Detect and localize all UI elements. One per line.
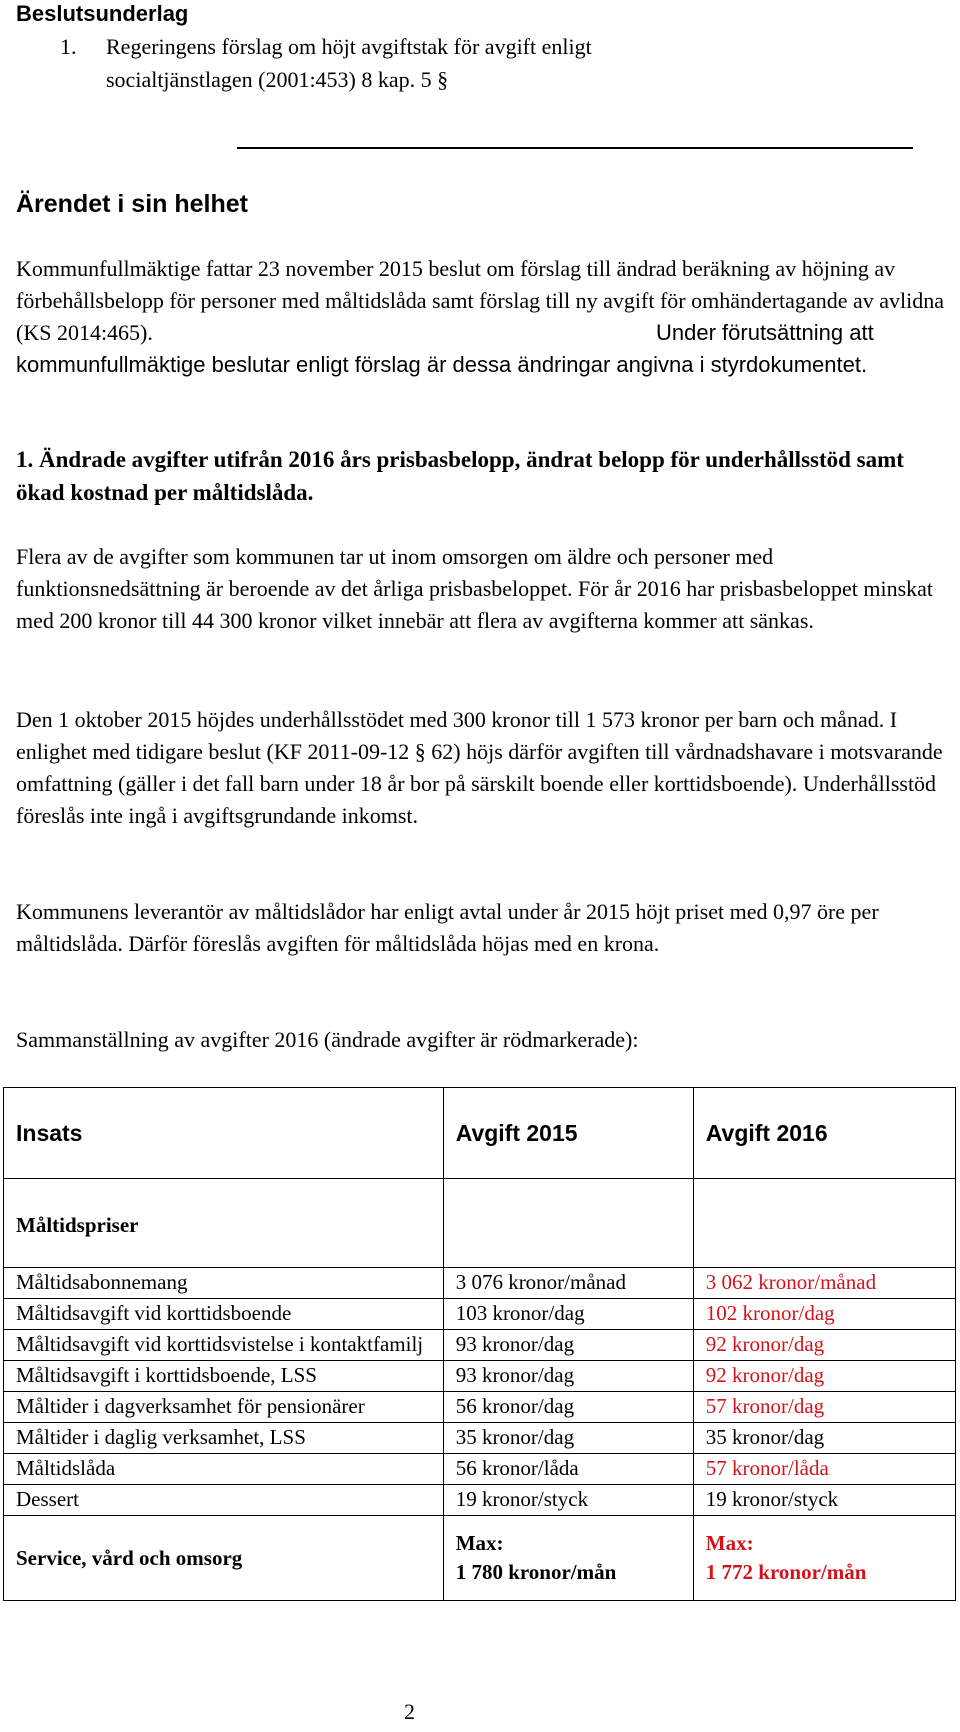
max-label: Max: <box>705 1531 754 1555</box>
table-row <box>4 1454 956 1485</box>
document-title: Beslutsunderlag <box>16 1 189 26</box>
cell-avgift-2015: 103 kronor/dag <box>443 1299 693 1330</box>
column-header-insats: Insats <box>4 1088 444 1179</box>
cell-avgift-2016: 57 kronor/låda <box>693 1454 955 1485</box>
intro-text-a: Kommunfullmäktige fattar 23 november 2015 beslut om förslag till ändrad beräkning av höjning av förbehållsbelopp för personer med måltidslåda samt förslag till ny avgift för omhändertagande av avlidna (KS 2014:465). <box>16 256 944 345</box>
table-row <box>4 1330 956 1361</box>
cell-avgift-2015: 19 kronor/styck <box>443 1485 693 1516</box>
fees-table <box>3 1087 956 1601</box>
table-row <box>4 1299 956 1330</box>
list-item-line-2: socialtjänstlagen (2001:453) 8 kap. 5 § <box>106 67 449 92</box>
paragraph-table-intro: Sammanställning av avgifter 2016 (ändrade avgifter är rödmarkerade): <box>16 1027 639 1052</box>
page-number: 2 <box>404 1699 415 1724</box>
section-heading: Ärendet i sin helhet <box>16 190 248 218</box>
table-row <box>4 1423 956 1454</box>
section-label-maltidspriser: Måltidspriser <box>4 1179 444 1268</box>
cell-avgift-2015 <box>443 1516 693 1601</box>
cell-insats: Måltidslåda <box>4 1454 444 1485</box>
table-row <box>4 1361 956 1392</box>
list-item-line-1: Regeringens förslag om höjt avgiftstak för avgift enligt <box>106 34 592 59</box>
intro-paragraph-continued <box>16 317 946 381</box>
max-label: Max: <box>455 1531 504 1555</box>
table-row <box>4 1485 956 1516</box>
paragraph-prisbasbelopp: Flera av de avgifter som kommunen tar ut inom omsorgen om äldre och personer med funktionsnedsättning är beroende av det årliga prisbasbeloppet. För år 2016 har prisbasbeloppet minskat med 200 kronor till 44 300 kronor vilket innebär att flera av avgifterna kommer att sänkas. <box>16 544 934 633</box>
paragraph-maltidslada: Kommunens leverantör av måltidslådor har enligt avtal under år 2015 höjt priset med 0,97 öre per måltidslåda. Därför föreslås avgiften för måltidslåda höjas med en krona. <box>16 899 879 956</box>
table-row <box>4 1268 956 1299</box>
cell-insats: Måltidsavgift vid korttidsvistelse i kontaktfamilj <box>4 1330 444 1361</box>
column-header-avgift-2016: Avgift 2016 <box>693 1088 955 1179</box>
table-row-service <box>4 1516 956 1601</box>
max-value: 1 780 kronor/mån <box>455 1560 617 1584</box>
cell-insats: Service, vård och omsorg <box>4 1516 444 1601</box>
max-value: 1 772 kronor/mån <box>705 1560 867 1584</box>
cell-avgift-2016: 19 kronor/styck <box>693 1485 955 1516</box>
column-header-avgift-2015: Avgift 2015 <box>443 1088 693 1179</box>
cell-avgift-2015: 56 kronor/dag <box>443 1392 693 1423</box>
cell-avgift-2016: 102 kronor/dag <box>693 1299 955 1330</box>
cell-avgift-2016: 3 062 kronor/månad <box>693 1268 955 1299</box>
cell-avgift-2015: 93 kronor/dag <box>443 1361 693 1392</box>
cell-avgift-2015: 3 076 kronor/månad <box>443 1268 693 1299</box>
paragraph-underhallsstod: Den 1 oktober 2015 höjdes underhållsstödet med 300 kronor till 1 573 kronor per barn och månad. I enlighet med tidigare beslut (KF 2011-09-12 § 62) höjs därför avgiften till vårdnadshavare i motsvarande omfattning (gäller i det fall barn under 18 år bor på särskilt boende eller korttidsboende). Underhållsstöd föreslås inte ingå i avgiftsgrundande inkomst. <box>16 707 943 828</box>
cell-avgift-2015: 35 kronor/dag <box>443 1423 693 1454</box>
cell-insats: Måltidsavgift i korttidsboende, LSS <box>4 1361 444 1392</box>
cell-avgift-2016: 92 kronor/dag <box>693 1330 955 1361</box>
subheading-fee-changes: 1. Ändrade avgifter utifrån 2016 års prisbasbelopp, ändrat belopp för underhållsstöd samt ökad kostnad per måltidslåda. <box>16 447 904 505</box>
cell-insats: Måltider i daglig verksamhet, LSS <box>4 1423 444 1454</box>
decision-basis-list <box>60 30 866 96</box>
cell-insats: Måltider i dagverksamhet för pensionärer <box>4 1392 444 1423</box>
cell-avgift-2016: 57 kronor/dag <box>693 1392 955 1423</box>
cell-insats: Dessert <box>4 1485 444 1516</box>
cell-avgift-2016: 92 kronor/dag <box>693 1361 955 1392</box>
cell-avgift-2016 <box>693 1516 955 1601</box>
table-row <box>4 1392 956 1423</box>
horizontal-divider <box>237 147 913 149</box>
intro-text-b: Under förutsättning att kommunfullmäktige beslutar enligt förslag är dessa ändringar angivna i styrdokumentet. <box>16 320 874 377</box>
cell-insats: Måltidsabonnemang <box>4 1268 444 1299</box>
list-number: 1. <box>60 34 77 59</box>
cell-avgift-2016: 35 kronor/dag <box>693 1423 955 1454</box>
cell-avgift-2015: 93 kronor/dag <box>443 1330 693 1361</box>
table-header-row <box>4 1088 956 1179</box>
cell-avgift-2015: 56 kronor/låda <box>443 1454 693 1485</box>
table-section-row <box>4 1179 956 1268</box>
cell-insats: Måltidsavgift vid korttidsboende <box>4 1299 444 1330</box>
